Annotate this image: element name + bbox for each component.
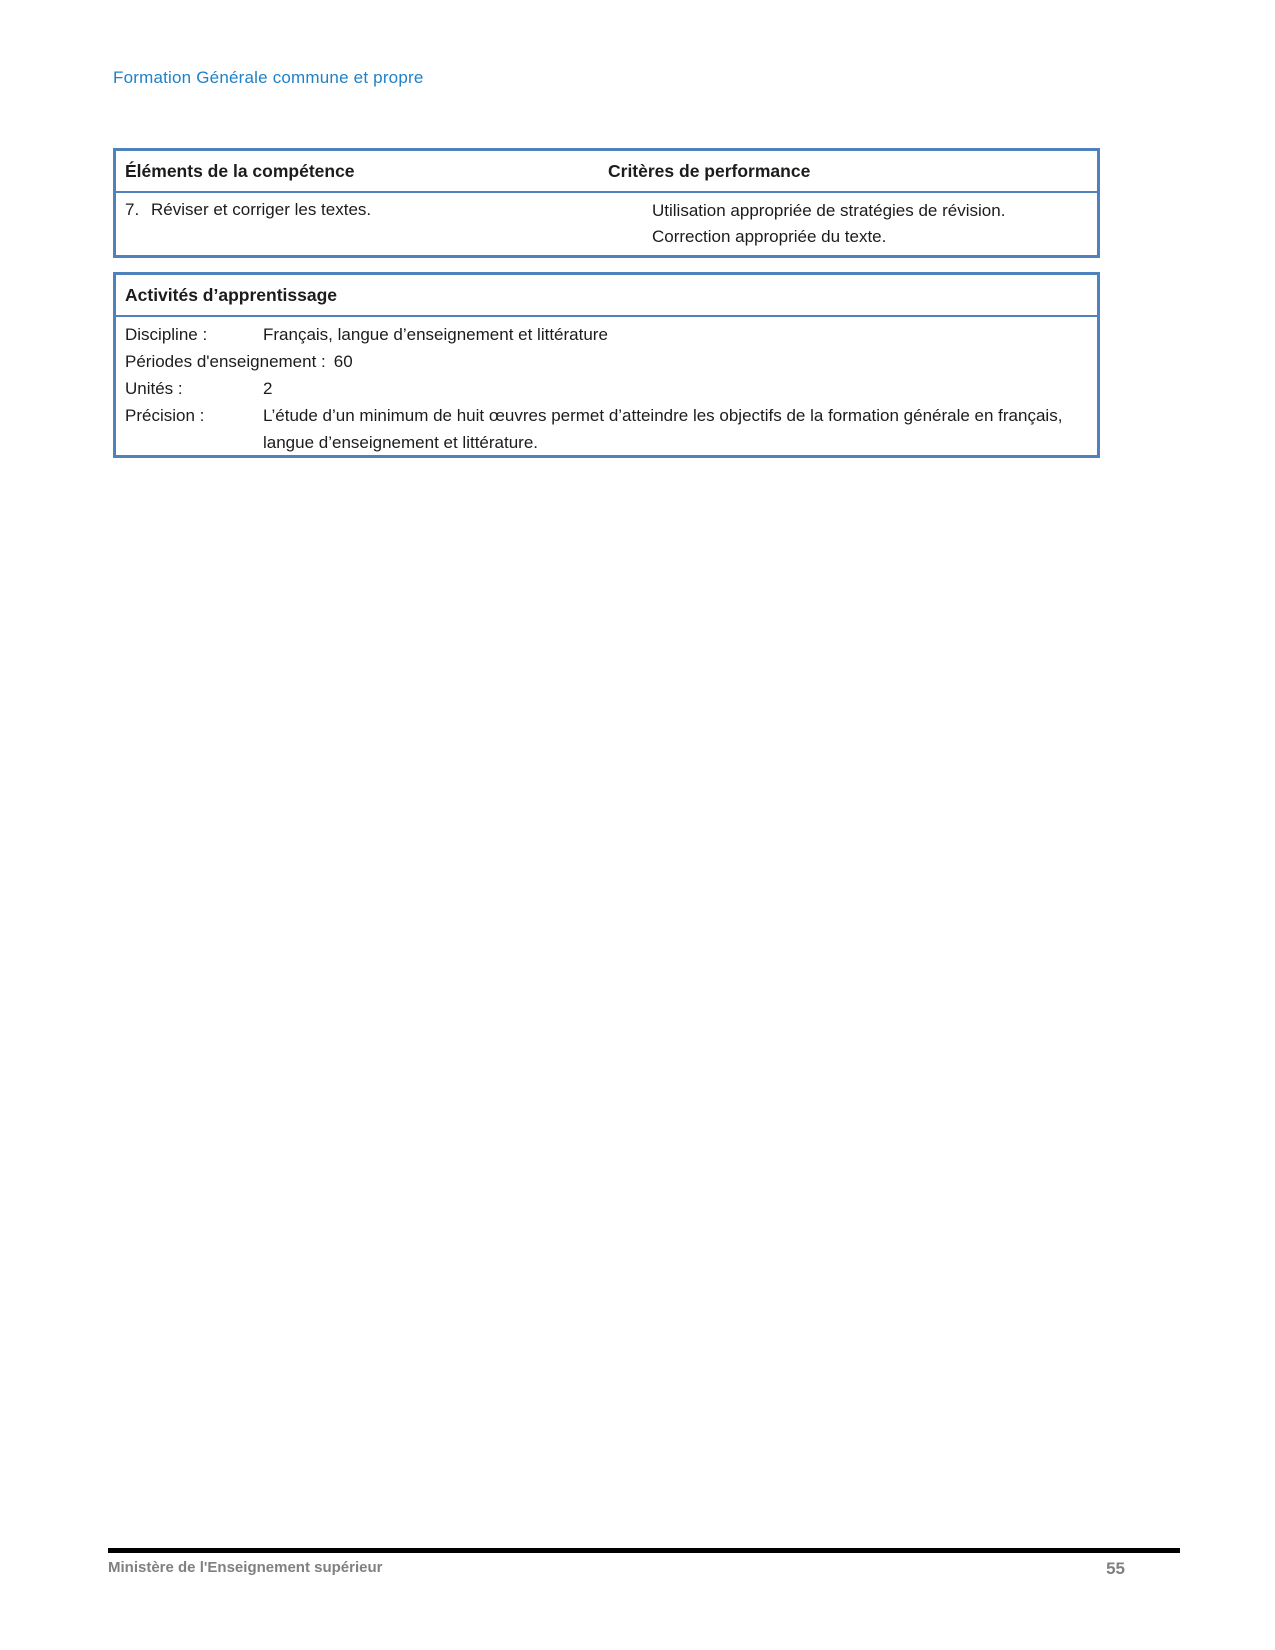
page-footer — [108, 1548, 1180, 1579]
criteria-item — [608, 198, 1089, 224]
footer-ministry: Ministère de l'Enseignement supérieur — [108, 1559, 383, 1576]
elements-column-header: Éléments de la compétence — [125, 161, 355, 181]
competence-table-row — [116, 193, 1097, 260]
field-value: 60 — [333, 352, 353, 371]
field-row-discipline — [125, 321, 1087, 348]
bullet-icon — [608, 224, 652, 250]
element-text: Réviser et corriger les textes. — [151, 200, 372, 219]
activities-box — [113, 272, 1100, 458]
field-row-periodes — [125, 348, 1087, 375]
criteria-text: Correction appropriée du texte. — [652, 227, 887, 246]
field-label: Unités : — [125, 379, 183, 398]
criteria-item — [608, 224, 1089, 250]
field-value: 2 — [263, 379, 273, 398]
element-number: 7. — [125, 200, 140, 219]
field-label: Discipline : — [125, 325, 208, 344]
field-label: Périodes d'enseignement : — [125, 352, 326, 371]
field-value: Français, langue d’enseignement et littérature — [263, 325, 608, 344]
criteria-text: Utilisation appropriée de stratégies de révision. — [652, 201, 1006, 220]
element-cell — [116, 198, 608, 250]
running-header: Formation Générale commune et propre — [113, 68, 424, 87]
field-row-unites — [125, 375, 1087, 402]
criteres-column-header: Critères de performance — [608, 161, 811, 181]
footer-page-number: 55 — [1106, 1559, 1125, 1578]
field-label: Précision : — [125, 406, 205, 425]
competence-table — [113, 148, 1100, 258]
field-row-precision — [125, 402, 1087, 456]
competence-table-header-row — [116, 151, 1097, 193]
field-value: L’étude d’un minimum de huit œuvres permet d’atteindre les objectifs de la formation générale en français, langue d’enseignement et littérature. — [263, 406, 1063, 452]
bullet-icon — [608, 198, 652, 224]
activities-box-title: Activités d’apprentissage — [116, 275, 1097, 317]
criteria-cell — [608, 198, 1097, 250]
activities-box-body — [116, 317, 1097, 464]
